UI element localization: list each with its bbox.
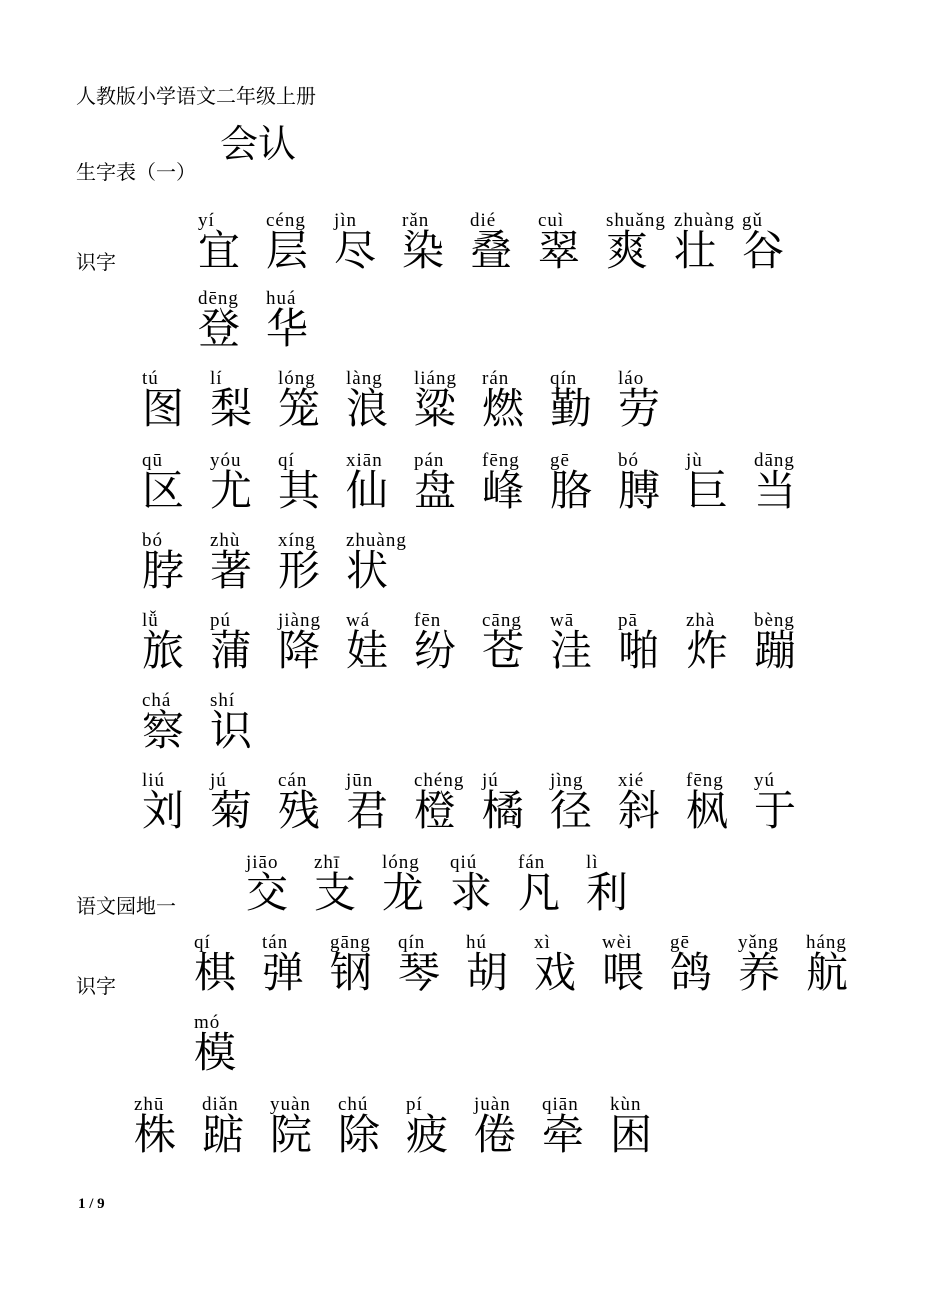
hanzi-character: 径 (550, 786, 593, 835)
pinyin-label: tú (142, 368, 159, 389)
character-cell (346, 530, 456, 604)
document-title: 人教版小学语文二年级上册 (76, 84, 316, 108)
hanzi-character: 戏 (534, 948, 577, 997)
pinyin-label: rán (482, 368, 510, 389)
hanzi-character: 脖 (142, 546, 185, 595)
hanzi-character: 疲 (406, 1110, 449, 1159)
pinyin-label: qín (398, 932, 426, 953)
hanzi-character: 仙 (346, 466, 389, 515)
pinyin-label: juàn (474, 1094, 511, 1115)
hanzi-character: 胳 (550, 466, 593, 515)
pinyin-label: tán (262, 932, 289, 953)
hanzi-character: 航 (806, 948, 849, 997)
hanzi-character: 爽 (606, 226, 649, 275)
pinyin-label: pí (406, 1094, 423, 1115)
pinyin-label: dāng (754, 450, 795, 471)
hanzi-character: 利 (586, 868, 629, 917)
pinyin-label: yí (198, 210, 215, 231)
pinyin-label: pā (618, 610, 638, 631)
page-number: 1 / 9 (78, 1196, 105, 1212)
hanzi-character: 院 (270, 1110, 313, 1159)
hanzi-character: 凡 (518, 868, 561, 917)
pinyin-label: zhī (314, 852, 341, 873)
pinyin-label: làng (346, 368, 383, 389)
hanzi-character: 枫 (686, 786, 729, 835)
hanzi-character: 壮 (674, 226, 717, 275)
pinyin-label: xié (618, 770, 645, 791)
pinyin-label: xíng (278, 530, 316, 551)
hanzi-character: 笼 (278, 384, 321, 433)
hanzi-character: 残 (278, 786, 321, 835)
hanzi-character: 华 (266, 304, 309, 353)
hanzi-character: 琴 (398, 948, 441, 997)
character-cell (754, 770, 864, 844)
pinyin-label: huá (266, 288, 297, 309)
hanzi-character: 当 (754, 466, 797, 515)
pinyin-label: céng (266, 210, 306, 231)
hanzi-character: 蹦 (754, 626, 797, 675)
character-cell (754, 610, 864, 684)
hanzi-character: 旅 (142, 626, 185, 675)
hanzi-character: 洼 (550, 626, 593, 675)
character-cell (586, 852, 696, 926)
pinyin-label: chú (338, 1094, 369, 1115)
hanzi-character: 菊 (210, 786, 253, 835)
hanzi-character: 峰 (482, 466, 525, 515)
label-table-one: 生字表（一） (76, 160, 196, 184)
hanzi-character: 劳 (618, 384, 661, 433)
pinyin-label: xiān (346, 450, 383, 471)
pinyin-label: wèi (602, 932, 633, 953)
hanzi-character: 龙 (382, 868, 425, 917)
hanzi-character: 宜 (198, 226, 241, 275)
pinyin-label: zhuàng (346, 530, 407, 551)
pinyin-label: jú (210, 770, 227, 791)
pinyin-label: lóng (278, 368, 316, 389)
hanzi-character: 鸽 (670, 948, 713, 997)
label-shizi-2: 识字 (76, 974, 116, 998)
pinyin-label: kùn (610, 1094, 642, 1115)
pinyin-label: jūn (346, 770, 374, 791)
pinyin-label: qū (142, 450, 163, 471)
pinyin-label: cán (278, 770, 308, 791)
hanzi-character: 察 (142, 706, 185, 755)
pinyin-label: fēng (686, 770, 724, 791)
pinyin-label: fēng (482, 450, 520, 471)
hanzi-character: 倦 (474, 1110, 517, 1159)
pinyin-label: zhù (210, 530, 241, 551)
pinyin-label: fēn (414, 610, 442, 631)
hanzi-character: 形 (278, 546, 321, 595)
hanzi-character: 交 (246, 868, 289, 917)
pinyin-label: zhà (686, 610, 716, 631)
hanzi-character: 困 (610, 1110, 653, 1159)
pinyin-label: wá (346, 610, 371, 631)
pinyin-label: pú (210, 610, 231, 631)
hanzi-character: 于 (754, 786, 797, 835)
hanzi-character: 喂 (602, 948, 645, 997)
hanzi-character: 梨 (210, 384, 253, 433)
hanzi-character: 胡 (466, 948, 509, 997)
hanzi-character: 棋 (194, 948, 237, 997)
hanzi-character: 蒲 (210, 626, 253, 675)
hanzi-character: 除 (338, 1110, 381, 1159)
hanzi-character: 勤 (550, 384, 593, 433)
pinyin-label: diǎn (202, 1094, 239, 1115)
pinyin-label: jù (686, 450, 703, 471)
pinyin-label: qín (550, 368, 578, 389)
pinyin-label: jiàng (278, 610, 321, 631)
pinyin-label: liú (142, 770, 166, 791)
hanzi-character: 谷 (742, 226, 785, 275)
pinyin-label: yóu (210, 450, 242, 471)
pinyin-label: láo (618, 368, 645, 389)
hanzi-character: 踮 (202, 1110, 245, 1159)
hanzi-character: 尽 (334, 226, 377, 275)
pinyin-label: bèng (754, 610, 795, 631)
pinyin-label: bó (618, 450, 639, 471)
hanzi-character: 其 (278, 466, 321, 515)
hanzi-character: 降 (278, 626, 321, 675)
label-yuwen-yuandi: 语文园地一 (76, 894, 176, 918)
hanzi-character: 橘 (482, 786, 525, 835)
hanzi-character: 翠 (538, 226, 581, 275)
pinyin-label: qí (278, 450, 295, 471)
hanzi-character: 登 (198, 304, 241, 353)
pinyin-label: cuì (538, 210, 565, 231)
hanzi-character: 钢 (330, 948, 373, 997)
character-cell (194, 1012, 304, 1086)
pinyin-label: rǎn (402, 210, 430, 231)
hanzi-character: 炸 (686, 626, 729, 675)
hanzi-character: 著 (210, 546, 253, 595)
hanzi-character: 牵 (542, 1110, 585, 1159)
pinyin-label: liáng (414, 368, 457, 389)
pinyin-label: cāng (482, 610, 522, 631)
pinyin-label: gǔ (742, 210, 763, 231)
hanzi-character: 娃 (346, 626, 389, 675)
hanzi-character: 君 (346, 786, 389, 835)
character-cell (618, 368, 728, 442)
character-cell (806, 932, 916, 1006)
hanzi-character: 识 (210, 706, 253, 755)
pinyin-label: jú (482, 770, 499, 791)
hanzi-character: 粱 (414, 384, 457, 433)
pinyin-label: zhuàng (674, 210, 735, 231)
hanzi-character: 燃 (482, 384, 525, 433)
pinyin-label: qí (194, 932, 211, 953)
hanzi-character: 膊 (618, 466, 661, 515)
pinyin-label: gē (550, 450, 570, 471)
pinyin-label: mó (194, 1012, 221, 1033)
pinyin-label: háng (806, 932, 847, 953)
hanzi-character: 图 (142, 384, 185, 433)
hanzi-character: 区 (142, 466, 185, 515)
pinyin-label: pán (414, 450, 445, 471)
pinyin-label: jiāo (246, 852, 279, 873)
pinyin-label: zhū (134, 1094, 165, 1115)
pinyin-label: chéng (414, 770, 465, 791)
character-cell (266, 288, 376, 362)
hanzi-character: 刘 (142, 786, 185, 835)
pinyin-label: shí (210, 690, 236, 711)
pinyin-label: yuàn (270, 1094, 311, 1115)
character-cell (610, 1094, 720, 1168)
pinyin-label: jìn (334, 210, 358, 231)
label-shizi-1: 识字 (76, 250, 116, 274)
hanzi-character: 染 (402, 226, 445, 275)
pinyin-label: jìng (550, 770, 584, 791)
pinyin-label: lǚ (142, 610, 159, 631)
hanzi-character: 啪 (618, 626, 661, 675)
pinyin-label: qiān (542, 1094, 579, 1115)
pinyin-label: yú (754, 770, 775, 791)
pinyin-label: lóng (382, 852, 420, 873)
pinyin-label: lì (586, 852, 599, 873)
hanzi-character: 苍 (482, 626, 525, 675)
character-cell (754, 450, 864, 524)
pinyin-label: wā (550, 610, 575, 631)
hanzi-character: 养 (738, 948, 781, 997)
pinyin-label: shuǎng (606, 210, 666, 231)
hanzi-character: 尤 (210, 466, 253, 515)
hanzi-character: 巨 (686, 466, 729, 515)
character-cell (210, 690, 320, 764)
pinyin-label: gāng (330, 932, 371, 953)
hanzi-character: 叠 (470, 226, 513, 275)
hanzi-character: 层 (266, 226, 309, 275)
pinyin-label: hú (466, 932, 487, 953)
hanzi-character: 橙 (414, 786, 457, 835)
hanzi-character: 状 (346, 546, 389, 595)
pinyin-label: dié (470, 210, 497, 231)
hanzi-character: 纷 (414, 626, 457, 675)
hanzi-character: 支 (314, 868, 357, 917)
hanzi-character: 模 (194, 1028, 237, 1077)
hanzi-character: 弹 (262, 948, 305, 997)
pinyin-label: chá (142, 690, 172, 711)
hanzi-character: 盘 (414, 466, 457, 515)
pinyin-label: gē (670, 932, 690, 953)
hanzi-character: 浪 (346, 384, 389, 433)
pinyin-label: dēng (198, 288, 239, 309)
pinyin-label: xì (534, 932, 551, 953)
section-heading-huiren: 会认 (220, 122, 297, 166)
pinyin-label: lí (210, 368, 223, 389)
hanzi-character: 株 (134, 1110, 177, 1159)
pinyin-label: fán (518, 852, 546, 873)
hanzi-character: 斜 (618, 786, 661, 835)
hanzi-character: 求 (450, 868, 493, 917)
pinyin-label: qiú (450, 852, 478, 873)
pinyin-label: bó (142, 530, 163, 551)
character-cell (742, 210, 852, 284)
pinyin-label: yǎng (738, 932, 779, 953)
